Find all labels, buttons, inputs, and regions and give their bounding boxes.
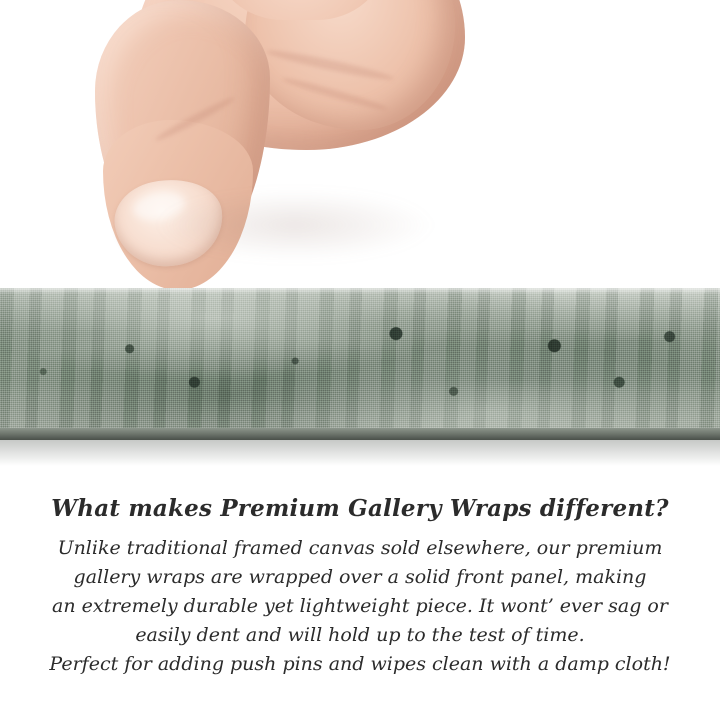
caption-line: Perfect for adding push pins and wipes clean with a damp cloth! — [49, 653, 671, 675]
hand-shadow — [155, 190, 435, 260]
caption-line: easily dent and will hold up to the test of time. — [135, 624, 585, 646]
hand-photo — [95, 0, 455, 320]
canvas-bottom-bevel — [0, 428, 720, 440]
caption-line: an extremely durable yet lightweight piece. It wont’ ever sag or — [52, 595, 668, 617]
caption-line: Unlike traditional framed canvas sold elsewhere, our premium — [57, 537, 663, 559]
caption-heading: What makes Premium Gallery Wraps different? — [51, 495, 669, 522]
canvas-drop-shadow — [0, 440, 720, 466]
caption-block — [0, 495, 720, 679]
canvas-weave-texture — [0, 288, 720, 440]
caption-line: gallery wraps are wrapped over a solid front panel, making — [73, 566, 647, 588]
canvas-wrap-edge — [0, 288, 720, 440]
canvas-top-highlight — [0, 288, 720, 294]
